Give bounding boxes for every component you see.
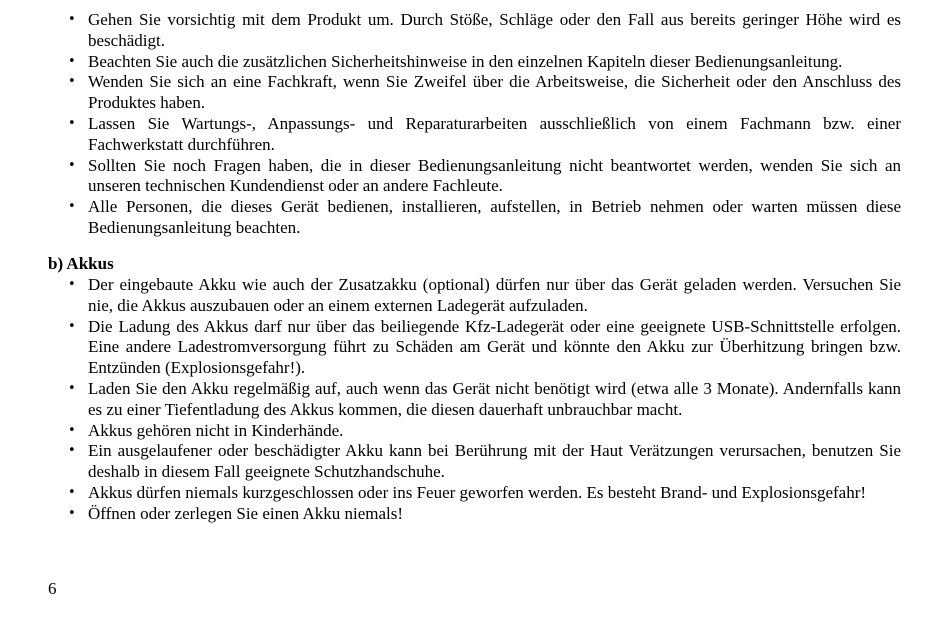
list-item: • Gehen Sie vorsichtig mit dem Produkt um. Durch Stöße, Schläge oder den Fall aus bereits geringer Höhe wird es beschädigt.: [88, 10, 901, 52]
list-item: • Die Ladung des Akkus darf nur über das beiliegende Kfz-Ladegerät oder eine geeignete USB-Schnittstelle erfolgen. Eine andere Ladestromversorgung führt zu Schäden am Gerät und könnte den Akku zur Überhitzung bringen bzw. Entzünden (Explosionsgefahr!).: [88, 317, 901, 379]
list-item: • Öffnen oder zerlegen Sie einen Akku niemals!: [88, 504, 901, 525]
list-item: • Sollten Sie noch Fragen haben, die in dieser Bedienungsanleitung nicht beantwortet werden, wenden Sie sich an unseren technischen Kundendienst oder an andere Fachleute.: [88, 156, 901, 198]
list-item: • Laden Sie den Akku regelmäßig auf, auch wenn das Gerät nicht benötigt wird (etwa alle 3 Monate). Andernfalls kann es zu einer Tiefentladung des Akkus kommen, die diesen dauerhaft unbrauchbar macht.: [88, 379, 901, 421]
list-item: • Akkus dürfen niemals kurzgeschlossen oder ins Feuer geworfen werden. Es besteht Brand- und Explosionsgefahr!: [88, 483, 901, 504]
list-item: • Ein ausgelaufener oder beschädigter Akku kann bei Berührung mit der Haut Verätzungen verursachen, benutzen Sie deshalb in diesem Fall geeignete Schutzhandschuhe.: [88, 441, 901, 483]
section-heading-akkus: b) Akkus: [48, 254, 114, 273]
page-number: 6: [48, 579, 57, 598]
safety-notes-list: [88, 10, 901, 239]
list-item: • Wenden Sie sich an eine Fachkraft, wenn Sie Zweifel über die Arbeitsweise, die Sicherheit oder den Anschluss des Produktes haben.: [88, 72, 901, 114]
battery-notes-list: [88, 275, 901, 525]
list-item: • Der eingebaute Akku wie auch der Zusatzakku (optional) dürfen nur über das Gerät geladen werden. Versuchen Sie nie, die Akkus auszubauen oder an einem externen Ladegerät aufzuladen.: [88, 275, 901, 317]
list-item: • Akkus gehören nicht in Kinderhände.: [88, 421, 901, 442]
list-item: • Lassen Sie Wartungs-, Anpassungs- und Reparaturarbeiten ausschließlich von einem Fachmann bzw. einer Fachwerkstatt durchführen.: [88, 114, 901, 156]
list-item: • Beachten Sie auch die zusätzlichen Sicherheitshinweise in den einzelnen Kapiteln dieser Bedienungsanleitung.: [88, 52, 901, 73]
list-item: • Alle Personen, die dieses Gerät bedienen, installieren, aufstellen, in Betrieb nehmen oder warten müssen diese Bedienungsanleitung beachten.: [88, 197, 901, 239]
